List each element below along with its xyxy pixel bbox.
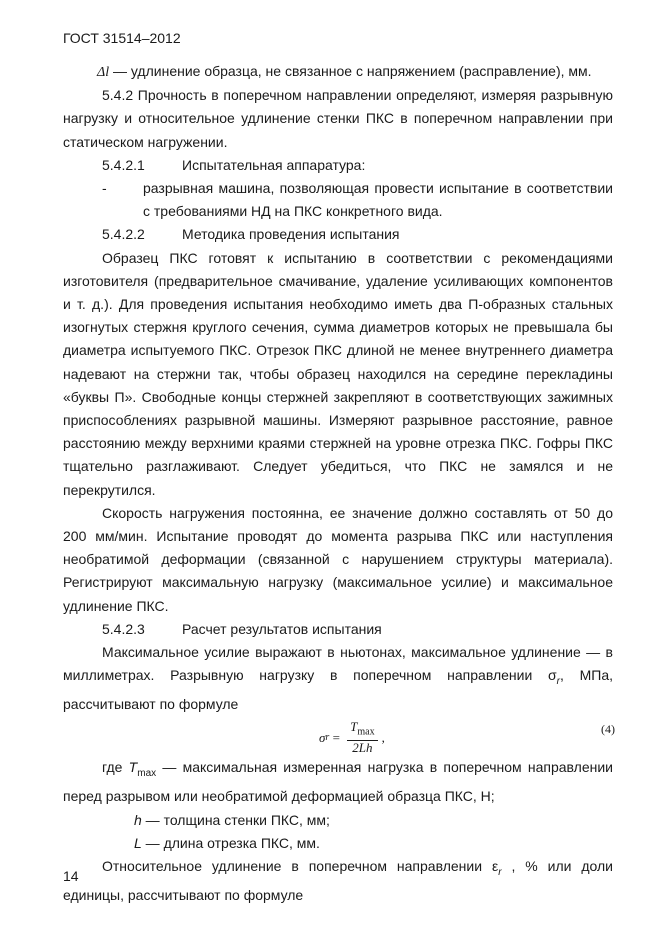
definition-tmax: где $T_{max}$ — максимальная измеренная нагрузка в поперечном направлении перед разрывом или необратимой деформацией образца ПКС, Н; [63, 759, 613, 805]
section-title: Методика проведения испытания [182, 226, 400, 243]
section-title: Расчет результатов испытания [182, 620, 382, 637]
section-5-4-2-2 [63, 223, 613, 246]
paragraph-5-4-2: 5.4.2 Прочность в поперечном направлении определяют, измеряя разрывную нагрузку и относительное удлинение стенки ПКС в поперечном направлении при статическом нагружении. [63, 87, 613, 150]
symbol-l: L [134, 834, 142, 851]
section-number: 5.4.2.1 [102, 156, 145, 173]
formula-4 [63, 716, 613, 756]
section-number: 5.4.2.3 [102, 620, 145, 637]
section-5-4-2-1 [63, 154, 613, 177]
paragraph-loading-speed: Скорость нагружения постоянна, ее значение должно составлять от 50 до 200 мм/мин. Испытание проводят до момента разрыва ПКС или наступления необратимой деформации (связанной с нарушением структуры материала). Регистрируют максимальную нагрузку (максимальное усилие) и максимальное удлинение ПКС. [63, 504, 613, 614]
paragraph-text: — удлинение образца, не связанное с напряжением (расправление), мм. [109, 63, 592, 79]
formula-lhs: σ [319, 730, 326, 746]
formula-lhs-subscript: r [325, 732, 330, 744]
delta-l-symbol: Δl [97, 65, 110, 80]
paragraph-max-force [63, 641, 613, 716]
paragraph-text-tail: , МПа, рассчитывают по формуле [63, 667, 613, 713]
document-id: ГОСТ 31514–2012 [63, 30, 181, 46]
definition-text: — длина отрезка ПКС, мм. [141, 834, 320, 851]
paragraph-text-tail: , % или доли единицы, рассчитывают по формуле [63, 858, 614, 904]
paragraph-text: Максимальное усилие выражают в ньютонах, максимальное удлинение — в миллиметрах. Разрывную нагрузку в поперечном направлении σ [63, 644, 613, 684]
formula-fraction [347, 720, 377, 755]
list-item [63, 177, 613, 223]
epsilon-subscript: r [498, 866, 502, 878]
formula-equals: = [329, 730, 344, 746]
section-5-4-2-3 [63, 618, 613, 641]
definition-h [63, 809, 613, 832]
paragraph-text: Относительное удлинение в поперечном направлении ε [102, 858, 499, 875]
formula-trailing-comma: , [381, 730, 385, 746]
page-number: 14 [63, 868, 79, 884]
definition-text: — максимальная измеренная нагрузка в поперечном направлении перед разрывом или необратимой деформацией образца ПКС, Н; [63, 759, 613, 805]
symbol-h: h [134, 811, 142, 828]
definition-l [63, 832, 613, 855]
formula-denominator: 2Lh [352, 740, 373, 756]
paragraph-method: Образец ПКС готовят к испытанию в соответствии с рекомендациями изготовителя (предварительное смачивание, удаление усиливающих компонентов и т. д.). Для проведения испытания необходимо иметь два П-образных стальных изогнутых стержня круглого сечения, сумма диаметров которых не превышала бы диаметра испытуемого ПКС. Отрезок ПКС длиной не менее внутреннего диаметра надевают на стержни так, чтобы образец находился на середине перекладины «буквы П». Свободные концы стержней закрепляют в соответствующих зажимных приспособлениях разрывной машины. Измеряют разрывное расстояние, равное расстоянию между верхними краями стержней на уровне отрезка ПКС. Гофры ПКС тщательно разглаживают. Следует убедиться, что ПКС не замялся и не перекрутился. [63, 249, 613, 498]
list-dash: - [102, 180, 107, 197]
definition-text: — толщина стенки ПКС, мм; [141, 811, 330, 828]
list-item-text: разрывная машина, позволяющая провести испытание в соответствии с требованиями НД на ПКС конкретного вида. [143, 180, 613, 220]
formula-number: (4) [601, 722, 615, 737]
section-number: 5.4.2.2 [102, 226, 145, 243]
paragraph-relative-elongation [63, 855, 613, 907]
sigma-subscript: r [556, 676, 560, 688]
page-content [63, 60, 613, 907]
formula-expression [319, 720, 385, 755]
symbol-t-subscript: max [137, 768, 157, 780]
paragraph-delta-l [63, 60, 613, 84]
symbol-t: T [128, 759, 138, 776]
section-title: Испытательная аппаратура: [182, 156, 366, 173]
formula-numerator: $T_{max}$ [347, 720, 377, 741]
